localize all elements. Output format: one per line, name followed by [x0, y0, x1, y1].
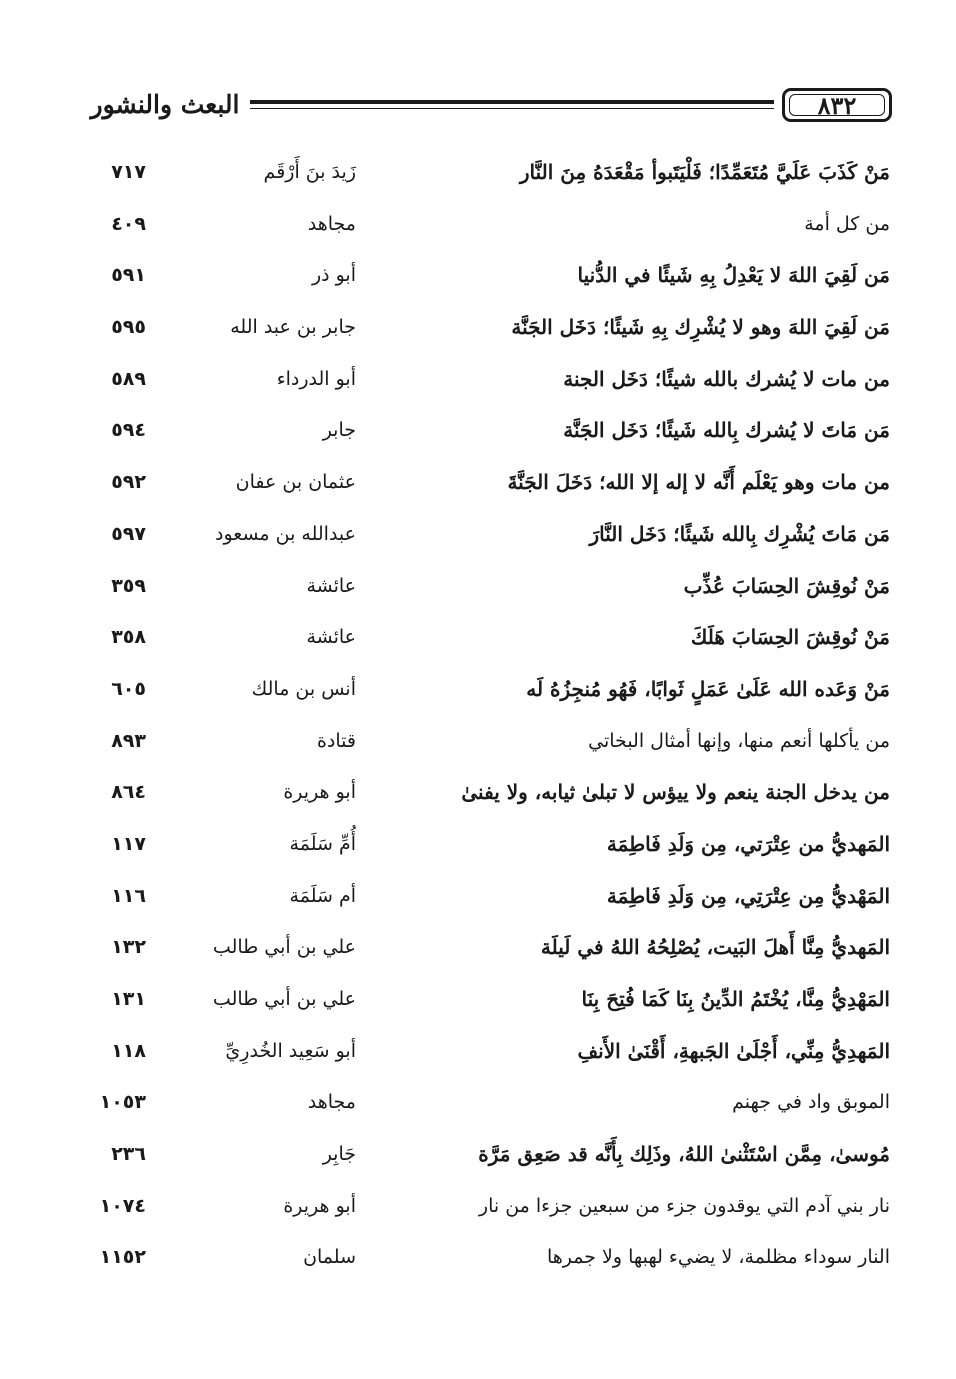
reference-number: ٧١٧ — [111, 161, 146, 183]
hadith-text: مُوسىٰ، مِمَّن اسْتَثْنىٰ اللهُ، وذَلِك بِأَنَّه قد صَعِق مَرَّة — [478, 1142, 890, 1167]
hadith-text: من مات وهو يَعْلَم أَنَّه لا إله إلا الله؛ دَخَلَ الجَنَّةَ — [507, 470, 890, 495]
narrator-name: عثمان بن عفان — [235, 471, 356, 494]
reference-number: ٥٩٤ — [111, 419, 146, 442]
reference-number: ٥٨٩ — [111, 367, 146, 390]
narrator-name: جَابِر — [322, 1143, 356, 1166]
reference-number: ١٣١ — [111, 988, 146, 1010]
header-rule-thin — [250, 108, 774, 109]
index-row — [0, 1130, 956, 1182]
index-row — [0, 1233, 956, 1285]
hadith-text: المَهْديُّ مِن عِتْرَتِي، مِن وَلَدِ فَاطِمَة — [606, 883, 890, 908]
index-row — [0, 1027, 956, 1079]
hadith-text: مَنْ كَذَبَ عَلَيَّ مُتَعَمِّدًا؛ فَلْيَتَبوأ مَقْعَدَهُ مِنَ النَّار — [519, 160, 890, 184]
index-row — [0, 148, 956, 200]
reference-number: ١١٦ — [111, 884, 146, 907]
narrator-name: أم سَلَمَة — [289, 884, 356, 907]
index-row — [0, 872, 956, 924]
hadith-text: مَنْ وَعَده الله عَلَىٰ عَمَلٍ ثَوابًا، فَهُو مُنجِزُهُ لَه — [526, 676, 890, 701]
narrator-name: مجاهد — [307, 1091, 356, 1114]
reference-number: ٤٠٩ — [111, 212, 146, 235]
reference-number: ٣٥٩ — [111, 574, 146, 597]
narrator-name: عائشة — [306, 574, 356, 597]
reference-number: ١١٨ — [111, 1039, 146, 1062]
hadith-text: من مات لا يُشرك بالله شيئًا؛ دَخَل الجنة — [563, 366, 890, 391]
hadith-text: من يأكلها أنعم منها، وإنها أمثال البخاتي — [588, 729, 890, 752]
index-row — [0, 717, 956, 769]
reference-number: ١٣٢ — [111, 936, 146, 959]
narrator-name: أنس بن مالك — [251, 677, 356, 700]
narrator-name: زَيدَ بنَ أَرْقَم — [263, 161, 356, 183]
narrator-name: عبدالله بن مسعود — [215, 522, 356, 545]
reference-number: ٨٦٤ — [111, 781, 146, 804]
narrator-name: عائشة — [306, 626, 356, 649]
index-row — [0, 820, 956, 872]
hadith-text: المَهديُّ مِنَّا أَهلَ البَيت، يُصْلِحُهُ اللهُ في لَيلَة — [540, 935, 890, 960]
narrator-name: أبو الدرداء — [276, 367, 356, 390]
reference-number: ٥٩٥ — [111, 316, 146, 339]
index-row — [0, 562, 956, 614]
narrator-name: جابر — [322, 419, 356, 442]
reference-number: ٦٠٥ — [111, 677, 146, 700]
index-row — [0, 975, 956, 1027]
reference-number: ١١٥٢ — [99, 1246, 146, 1269]
index-row — [0, 510, 956, 562]
reference-number: ١٠٧٤ — [99, 1194, 146, 1217]
hadith-index-list — [0, 148, 956, 1285]
index-row — [0, 303, 956, 355]
hadith-text: مَن لَقِيَ اللهَ وهو لا يُشْرِك بِهِ شَيئًا؛ دَخَل الجَنَّة — [511, 315, 890, 340]
index-row — [0, 1078, 956, 1130]
index-row — [0, 665, 956, 717]
reference-number: ٥٩٢ — [111, 471, 146, 494]
hadith-text: المَهْدِيُّ مِنَّا، يُخْتَمُ الدِّينُ بِنَا كَمَا فُتِحَ بِنَا — [581, 987, 890, 1011]
index-row — [0, 251, 956, 303]
hadith-text: مَن مَاتَ يُشْرِك بِالله شَيئًا؛ دَخَل النَّارَ — [589, 521, 890, 546]
index-row — [0, 923, 956, 975]
hadith-text: مَنْ نُوقِشَ الحِسَابَ هَلَكَ — [690, 625, 890, 650]
narrator-name: مجاهد — [307, 212, 356, 235]
index-row — [0, 355, 956, 407]
header-rule — [250, 100, 774, 104]
narrator-name: أبو هريرة — [283, 1194, 356, 1217]
running-header — [72, 86, 892, 130]
index-row — [0, 768, 956, 820]
hadith-text: المَهديُّ من عِتْرَتي، مِن وَلَدِ فَاطِمَة — [606, 831, 890, 856]
index-row — [0, 1182, 956, 1234]
hadith-text: المَهدِيُّ مِنِّي، أَجْلَىٰ الجَبهةِ، أَقْنَىٰ الأَنفِ — [577, 1038, 890, 1063]
narrator-name: قتادة — [316, 729, 356, 752]
hadith-text: من كل أمة — [804, 212, 890, 235]
narrator-name: أبو هريرة — [283, 781, 356, 804]
narrator-name: علي بن أبي طالب — [212, 988, 356, 1010]
book-title: البعث والنشور — [90, 90, 240, 119]
reference-number: ٨٩٣ — [111, 729, 146, 752]
hadith-text: النار سوداء مظلمة، لا يضيء لهبها ولا جمرها — [546, 1246, 890, 1269]
index-row — [0, 200, 956, 252]
index-row — [0, 458, 956, 510]
reference-number: ٥٩١ — [111, 264, 146, 287]
hadith-text: مَن لَقِيَ اللهَ لا يَعْدِلُ بِهِ شَيئًا في الدُّنيا — [577, 263, 890, 288]
index-row — [0, 406, 956, 458]
hadith-text: من يدخل الجنة ينعم ولا ييؤس لا تبلىٰ ثيابه، ولا يفنىٰ — [461, 780, 890, 805]
narrator-name: سلمان — [303, 1246, 356, 1269]
reference-number: ٣٥٨ — [111, 626, 146, 649]
reference-number: ٥٩٧ — [111, 522, 146, 545]
narrator-name: أبو سَعِيد الخُدرِيِّ — [225, 1039, 356, 1062]
narrator-name: أبو ذر — [311, 264, 356, 287]
reference-number: ٢٣٦ — [111, 1143, 146, 1166]
narrator-name: جابر بن عبد الله — [230, 316, 356, 339]
page-number: ٨٣٢ — [782, 88, 892, 122]
hadith-text: مَن مَاتَ لا يُشرك بِالله شَيئًا؛ دَخَل الجَنَّة — [563, 418, 890, 443]
hadith-text: نار بني آدم التي يوقدون جزء من سبعين جزءا من نار — [478, 1194, 890, 1217]
reference-number: ١١٧ — [111, 832, 146, 855]
narrator-name: أُمِّ سَلَمَة — [289, 832, 356, 855]
index-row — [0, 613, 956, 665]
narrator-name: علي بن أبي طالب — [212, 936, 356, 959]
hadith-text: مَنْ نُوقِشَ الحِسَابَ عُذِّب — [683, 573, 890, 598]
reference-number: ١٠٥٣ — [99, 1091, 146, 1114]
hadith-text: الموبق واد في جهنم — [732, 1091, 890, 1114]
